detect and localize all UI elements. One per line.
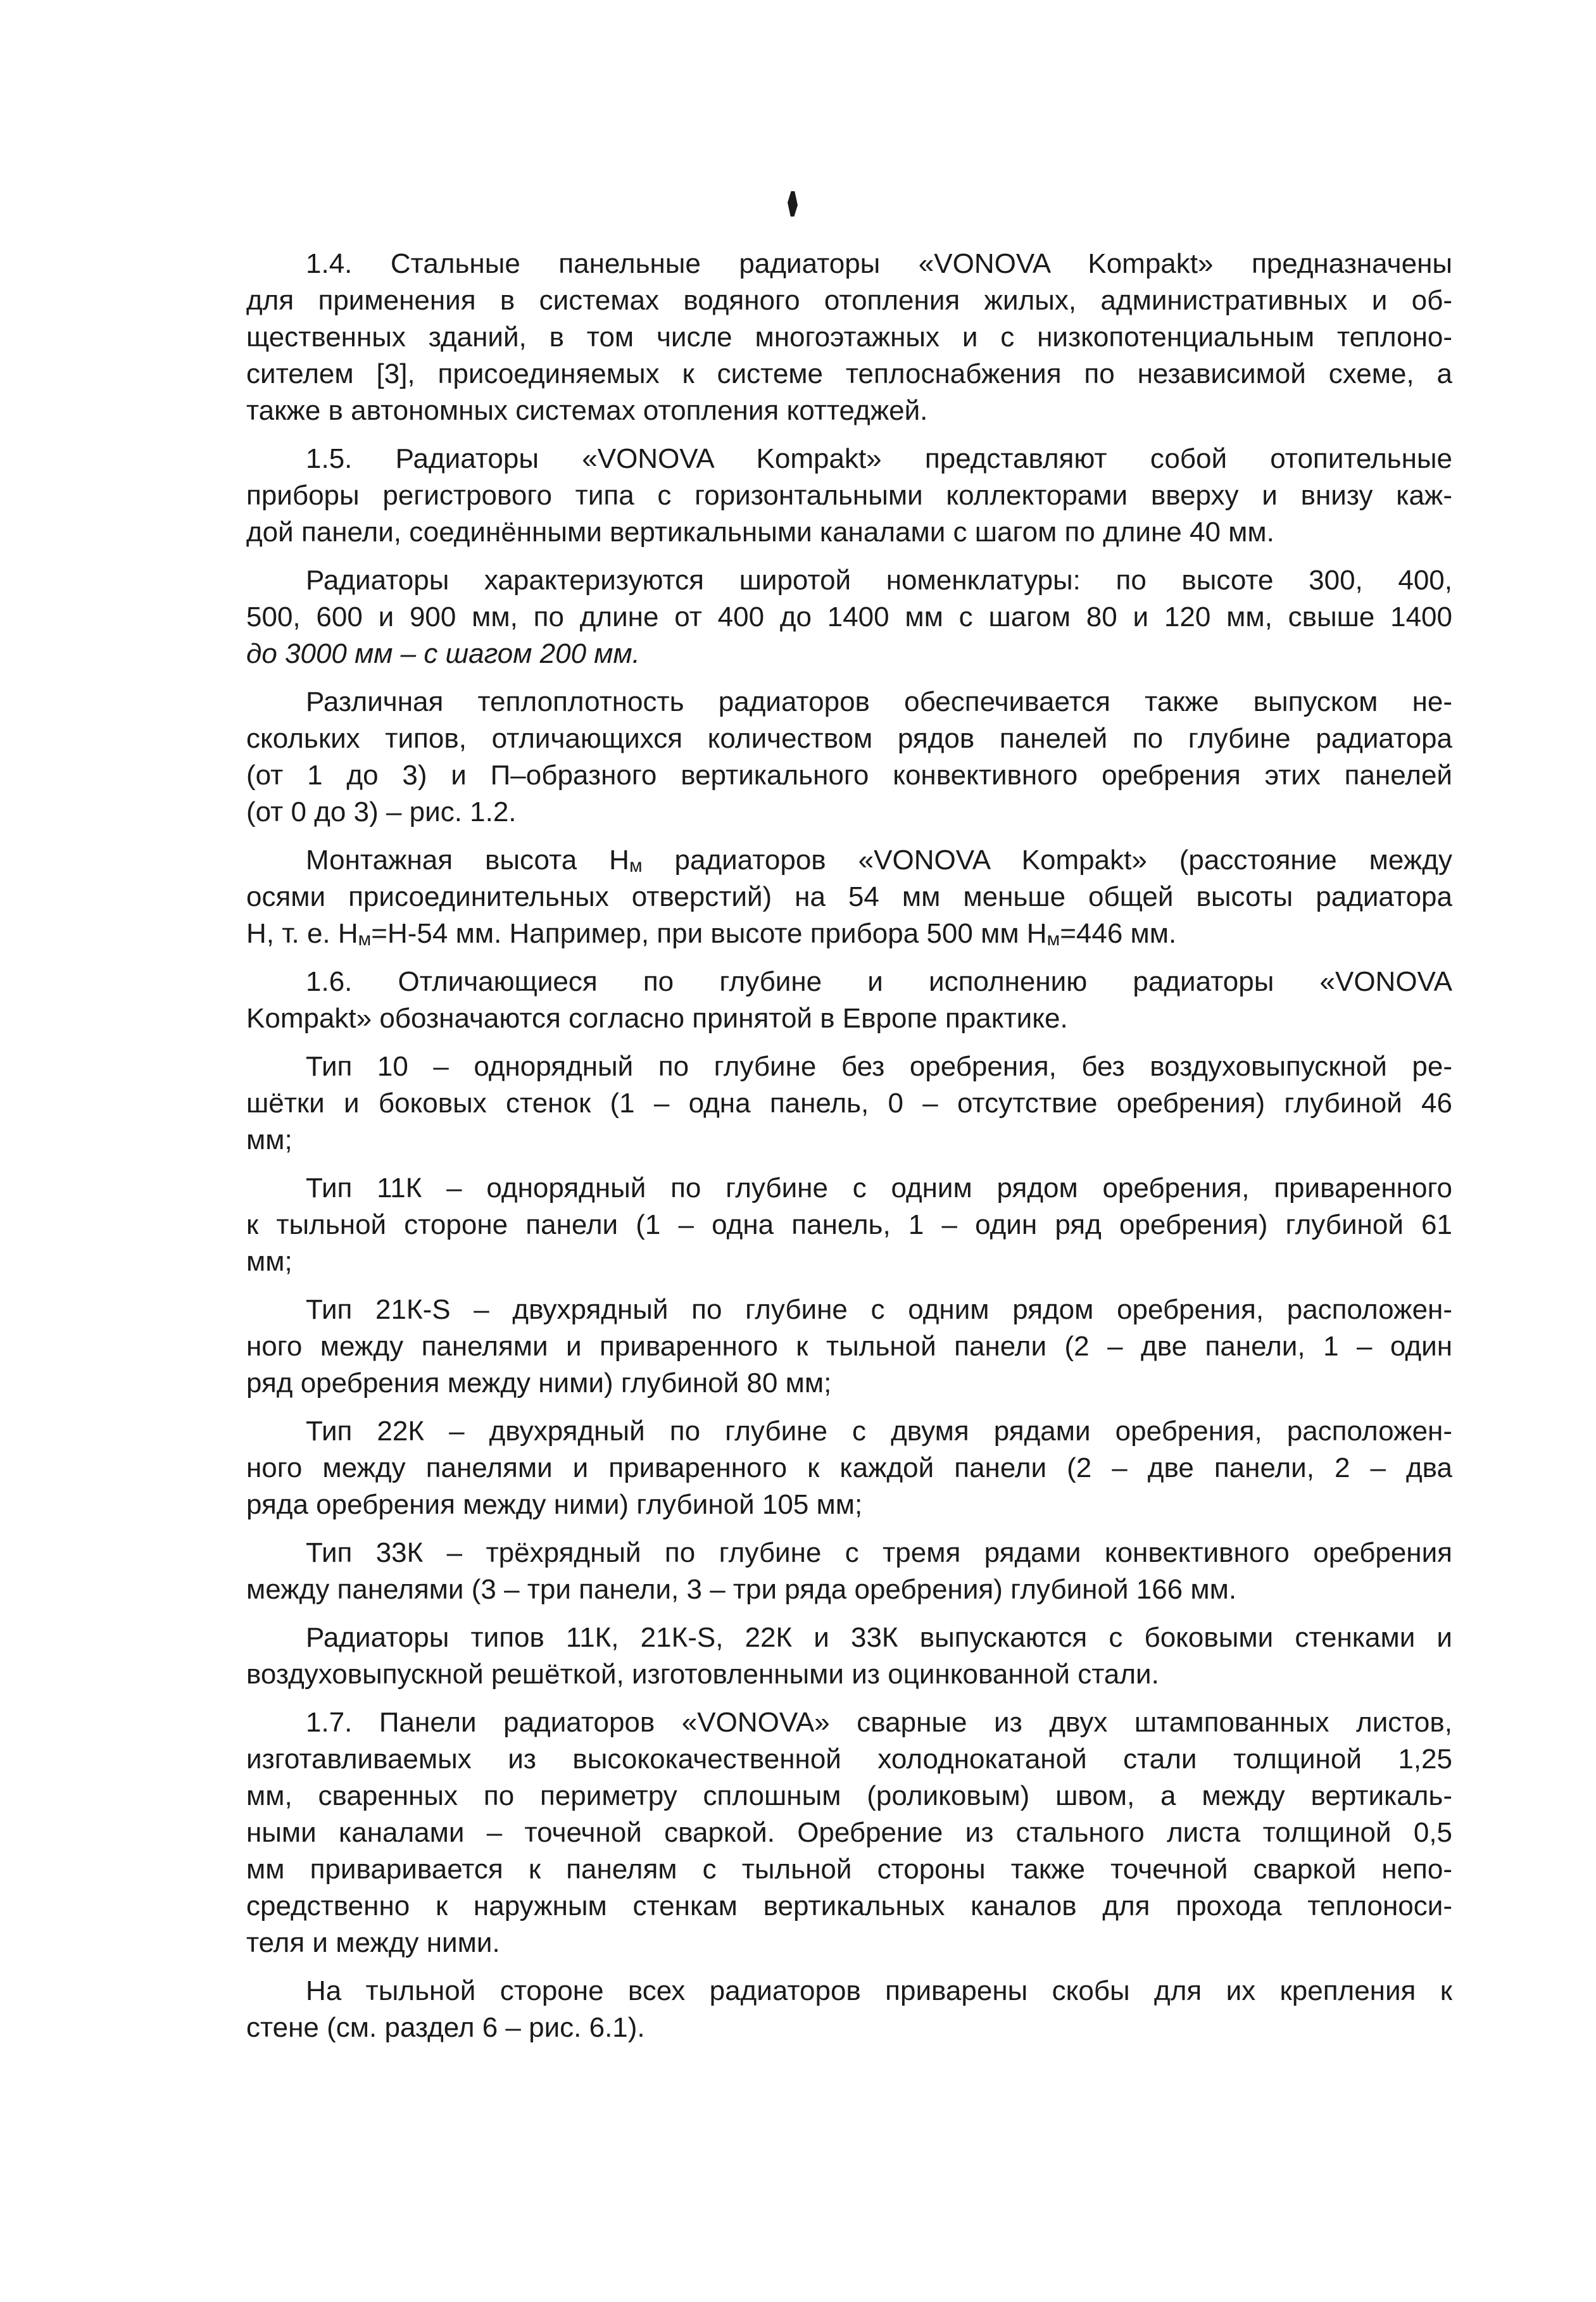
text-line: мм, сваренных по периметру сплошным (роликовым) швом, а между вертикаль- bbox=[246, 1780, 1452, 1811]
text-line: 1.5. Радиаторы «VONOVA Kompakt» представляют собой отопительные bbox=[306, 443, 1452, 474]
text-line: мм; bbox=[246, 1124, 292, 1155]
subscript: м bbox=[1046, 929, 1060, 950]
paragraph-side-walls bbox=[246, 1620, 1452, 1693]
text-line: (от 1 до 3) и П–образного вертикального конвективного оребрения этих панелей bbox=[246, 760, 1452, 791]
paragraph-type-33k bbox=[246, 1535, 1452, 1608]
paragraph-type-22k bbox=[246, 1413, 1452, 1523]
subscript: м bbox=[629, 855, 643, 876]
text-line: дой панели, соединёнными вертикальными каналами с шагом по длине 40 мм. bbox=[246, 517, 1274, 548]
paragraph-1-4 bbox=[246, 246, 1452, 429]
text-line: ряда оребрения между ними) глубиной 105 мм; bbox=[246, 1489, 863, 1520]
text-run: H, т. е. H bbox=[246, 918, 358, 949]
text-line: стене (см. раздел 6 – рис. 6.1). bbox=[246, 2012, 645, 2043]
text-line: 1.4. Стальные панельные радиаторы «VONOVA Kompakt» предназначены bbox=[306, 248, 1452, 279]
text-line: Тип 22К – двухрядный по глубине с двумя рядами оребрения, расположен- bbox=[306, 1416, 1452, 1447]
text-line: к тыльной стороне панели (1 – одна панель, 1 – один ряд оребрения) глубиной 61 bbox=[246, 1209, 1452, 1240]
text-line: ными каналами – точечной сваркой. Оребрение из стального листа толщиной 0,5 bbox=[246, 1817, 1452, 1848]
text-line: Тип 11К – однорядный по глубине с одним рядом оребрения, приваренного bbox=[306, 1173, 1452, 1204]
paragraph-brackets bbox=[246, 1973, 1452, 2046]
text-line: Тип 21К-S – двухрядный по глубине с одним рядом оребрения, расположен- bbox=[306, 1294, 1452, 1325]
text-line: ного между панелями и приваренного к тыльной панели (2 – две панели, 1 – один bbox=[246, 1331, 1452, 1362]
text-run: =446 мм. bbox=[1060, 918, 1177, 949]
text-line: скольких типов, отличающихся количеством рядов панелей по глубине радиатора bbox=[246, 723, 1452, 754]
text-line: приборы регистрового типа с горизонтальными коллекторами вверху и внизу каж- bbox=[246, 480, 1452, 511]
text-line: между панелями (3 – три панели, 3 – три ряда оребрения) глубиной 166 мм. bbox=[246, 1574, 1237, 1605]
text-line: На тыльной стороне всех радиаторов приварены скобы для их крепления к bbox=[306, 1975, 1452, 2006]
text-line: щественных зданий, в том числе многоэтажных и с низкопотенциальным теплоно- bbox=[246, 322, 1452, 353]
text-line: изготавливаемых из высококачественной холоднокатаной стали толщиной 1,25 bbox=[246, 1744, 1452, 1775]
text-line: 1.7. Панели радиаторов «VONOVA» сварные из двух штампованных листов, bbox=[306, 1707, 1452, 1738]
text-line: (от 0 до 3) – рис. 1.2. bbox=[246, 796, 517, 827]
text-line: Радиаторы характеризуются широтой номенклатуры: по высоте 300, 400, bbox=[306, 565, 1452, 596]
text-line: также в автономных системах отопления коттеджей. bbox=[246, 395, 928, 426]
text-line: мм; bbox=[246, 1246, 292, 1277]
text-line: Различная теплоплотность радиаторов обеспечивается также выпуском не- bbox=[306, 686, 1452, 717]
paragraph-types bbox=[246, 684, 1452, 831]
text-line: 1.6. Отличающиеся по глубине и исполнению радиаторы «VONOVA bbox=[306, 966, 1452, 997]
text-line: ного между панелями и приваренного к каждой панели (2 – две панели, 2 – два bbox=[246, 1452, 1452, 1483]
text-line: осями присоединительных отверстий) на 54 мм меньше общей высоты радиатора bbox=[246, 881, 1452, 912]
text-line: Радиаторы типов 11К, 21К-S, 22К и 33К выпускаются с боковыми стенками и bbox=[306, 1622, 1452, 1653]
subscript: м bbox=[358, 929, 372, 950]
paragraph-type-11k bbox=[246, 1170, 1452, 1280]
paragraph-1-5 bbox=[246, 441, 1452, 551]
text-line: Тип 33К – трёхрядный по глубине с тремя рядами конвективного оребрения bbox=[306, 1537, 1452, 1568]
text-line: Kompakt» обозначаются согласно принятой в Европе практике. bbox=[246, 1003, 1068, 1034]
text-line: средственно к наружным стенкам вертикальных каналов для прохода теплоноси- bbox=[246, 1890, 1452, 1921]
text-line: ряд оребрения между ними) глубиной 80 мм; bbox=[246, 1368, 832, 1399]
text-line: мм приваривается к панелям с тыльной стороны также точечной сваркой непо- bbox=[246, 1854, 1452, 1885]
text-line bbox=[246, 915, 1452, 952]
text-line: шётки и боковых стенок (1 – одна панель, 0 – отсутствие оребрения) глубиной 46 bbox=[246, 1088, 1452, 1119]
text-run: Монтажная высота H bbox=[306, 845, 629, 876]
text-line: до 3000 мм – с шагом 200 мм. bbox=[246, 638, 640, 669]
paragraph-type-21ks bbox=[246, 1292, 1452, 1402]
paragraph-1-6 bbox=[246, 964, 1452, 1037]
text-line: Тип 10 – однорядный по глубине без оребрения, без воздуховыпускной ре- bbox=[306, 1051, 1452, 1082]
text-line: для применения в системах водяного отопления жилых, административных и об- bbox=[246, 285, 1452, 316]
paragraph-mounting-height bbox=[246, 842, 1452, 952]
text-line: теля и между ними. bbox=[246, 1927, 500, 1958]
paragraph-range bbox=[246, 562, 1452, 672]
text-line: воздуховыпускной решёткой, изготовленными из оцинкованной стали. bbox=[246, 1659, 1159, 1690]
text-line: сителем [3], присоединяемых к системе теплоснабжения по независимой схеме, а bbox=[246, 358, 1452, 389]
text-run: =H-54 мм. Например, при высоте прибора 500 мм H bbox=[371, 918, 1047, 949]
text-line bbox=[246, 842, 1452, 879]
text-run: радиаторов «VONOVA Kompakt» (расстояние между bbox=[642, 845, 1452, 876]
document-body bbox=[246, 246, 1452, 2046]
page-number-mark bbox=[788, 191, 798, 217]
paragraph-1-7 bbox=[246, 1704, 1452, 1961]
text-line: 500, 600 и 900 мм, по длине от 400 до 1400 мм с шагом 80 и 120 мм, свыше 1400 bbox=[246, 601, 1452, 632]
paragraph-type-10 bbox=[246, 1048, 1452, 1159]
